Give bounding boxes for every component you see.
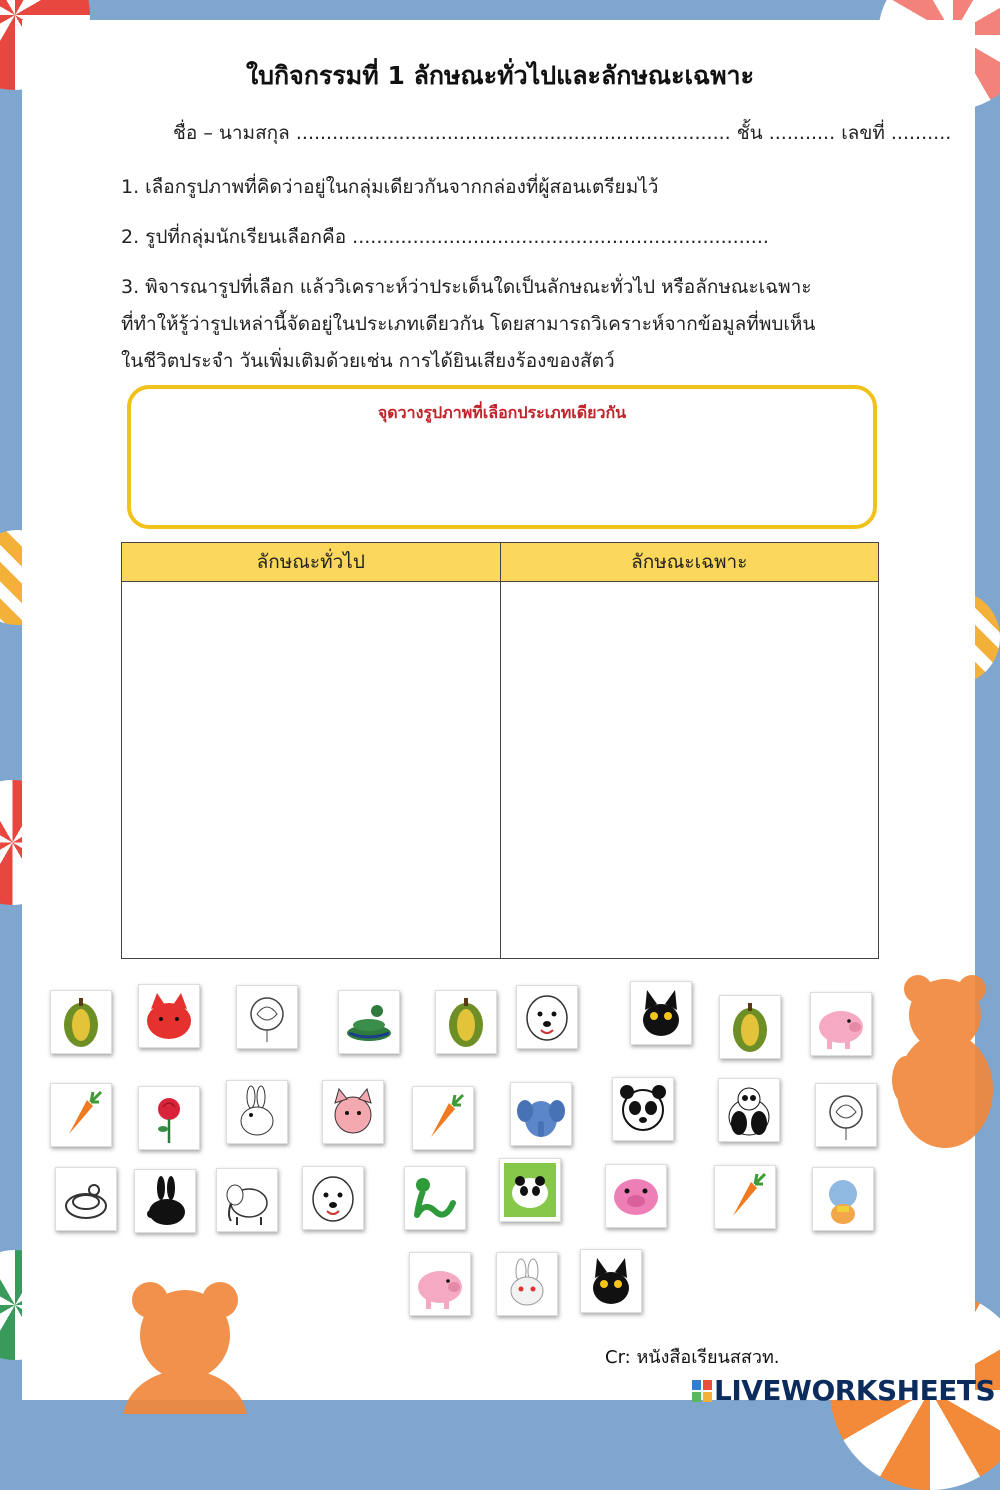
picture-card[interactable] [714, 1165, 776, 1229]
picture-card[interactable] [810, 992, 872, 1056]
pink-dog-icon [327, 1085, 379, 1139]
student-info-line [173, 118, 951, 148]
picture-card[interactable] [216, 1168, 278, 1232]
gummy-bear-decoration [110, 1280, 260, 1414]
picture-card[interactable] [496, 1252, 558, 1316]
instruction-3-line-1: 3. พิจารณารูปที่เลือก แล้ววิเคราะห์ว่าประเด็นใดเป็นลักษณะทั่วไป หรือลักษณะเฉพาะ [121, 276, 812, 298]
number-field[interactable]: .......... [890, 122, 952, 144]
specific-characteristics-header: ลักษณะเฉพาะ [500, 543, 879, 582]
picture-card[interactable] [812, 1167, 874, 1231]
picture-card[interactable] [612, 1077, 674, 1141]
red-cat-icon [143, 989, 195, 1043]
instruction-1: 1. เลือกรูปภาพที่คิดว่าอยู่ในกลุ่มเดียวกันจากกล่องที่ผู้สอนเตรียมไว้ [121, 176, 659, 198]
green-snake-icon [409, 1171, 461, 1225]
picture-card[interactable] [719, 995, 781, 1059]
elephant-cartoon-icon [817, 1172, 869, 1226]
drop-zone-caption: จุดวางรูปภาพที่เลือกประเภทเดียวกัน [377, 403, 627, 422]
rose-outline-icon [820, 1088, 872, 1142]
picture-card[interactable] [605, 1164, 667, 1228]
picture-card[interactable] [226, 1080, 288, 1144]
credit-text: Cr: หนังสือเรียนสสวท. [605, 1347, 780, 1368]
rabbit-face-icon [501, 1257, 553, 1311]
image-drop-zone[interactable] [127, 385, 877, 529]
picture-card[interactable] [815, 1083, 877, 1147]
picture-card[interactable] [516, 985, 578, 1049]
picture-card[interactable] [138, 1086, 200, 1150]
class-label: ชั้น [736, 122, 763, 144]
picture-card[interactable] [630, 981, 692, 1045]
panda-face-icon [617, 1082, 669, 1136]
picture-card[interactable] [510, 1082, 572, 1146]
picture-card[interactable] [338, 990, 400, 1054]
picture-card[interactable] [412, 1086, 474, 1150]
instruction-2 [121, 222, 769, 252]
picture-card[interactable] [134, 1169, 196, 1233]
durian-icon [724, 1000, 776, 1054]
general-characteristics-header: ลักษณะทั่วไป [122, 543, 501, 582]
rabbit-outline-icon [231, 1085, 283, 1139]
number-label: เลขที่ [841, 122, 885, 144]
picture-card[interactable] [50, 990, 112, 1054]
picture-card[interactable] [435, 990, 497, 1054]
pig-icon [815, 997, 867, 1051]
picture-card[interactable] [322, 1080, 384, 1144]
name-field[interactable]: ........................................................................ [295, 122, 731, 144]
specific-characteristics-cell[interactable] [500, 582, 879, 959]
class-field[interactable]: ........... [768, 122, 836, 144]
black-rabbit-icon [139, 1174, 191, 1228]
picture-card[interactable] [499, 1158, 561, 1222]
dog-outline-icon [307, 1171, 359, 1225]
brand-name: LIVEWORKSHEETS [714, 1374, 996, 1407]
picture-card[interactable] [55, 1167, 117, 1231]
picture-card[interactable] [404, 1166, 466, 1230]
elephant-icon [515, 1087, 567, 1141]
durian-icon [55, 995, 107, 1049]
picture-card[interactable] [718, 1078, 780, 1142]
durian-icon [440, 995, 492, 1049]
carrot-icon [417, 1091, 469, 1145]
black-cat-icon [585, 1254, 637, 1308]
liveworksheets-logo [692, 1374, 995, 1407]
black-cat-icon [635, 986, 687, 1040]
elephant-outline-icon [221, 1173, 273, 1227]
snake-outline-icon [60, 1172, 112, 1226]
picture-card[interactable] [138, 984, 200, 1048]
picture-card[interactable] [409, 1252, 471, 1316]
carrot-icon [55, 1088, 107, 1142]
selected-group-field[interactable]: ..................................................................... [352, 226, 769, 248]
picture-card[interactable] [236, 985, 298, 1049]
picture-card[interactable] [50, 1083, 112, 1147]
instruction-3-line-3: ในชีวิตประจำ วันเพิ่มเติมด้วยเช่น การได้ยินเสียงร้องของสัตว์ [121, 350, 615, 372]
panda-icon [723, 1083, 775, 1137]
characteristics-table [121, 542, 879, 959]
general-characteristics-cell[interactable] [122, 582, 501, 959]
rose-outline-icon [241, 990, 293, 1044]
name-label: ชื่อ – นามสกุล [173, 122, 290, 144]
snake-icon [343, 995, 395, 1049]
instruction-3-line-2: ที่ทำให้รู้ว่ารูปเหล่านี้จัดอยู่ในประเภทเดียวกัน โดยสามารถวิเคราะห์จากข้อมูลที่พบเห็น [121, 313, 816, 335]
carrot-icon [719, 1170, 771, 1224]
instruction-2-label: 2. รูปที่กลุ่มนักเรียนเลือกคือ [121, 226, 347, 248]
brand-grid-icon [692, 1380, 712, 1402]
gummy-bear-decoration [890, 975, 1000, 1155]
worksheet-title: ใบกิจกรรมที่ 1 ลักษณะทั่วไปและลักษณะเฉพาะ [245, 61, 755, 90]
pig-face-icon [610, 1169, 662, 1223]
picture-card[interactable] [302, 1166, 364, 1230]
rose-icon [143, 1091, 195, 1145]
pig-icon [414, 1257, 466, 1311]
panda-photo-icon [504, 1163, 556, 1217]
picture-card[interactable] [580, 1249, 642, 1313]
dog-outline-icon [521, 990, 573, 1044]
